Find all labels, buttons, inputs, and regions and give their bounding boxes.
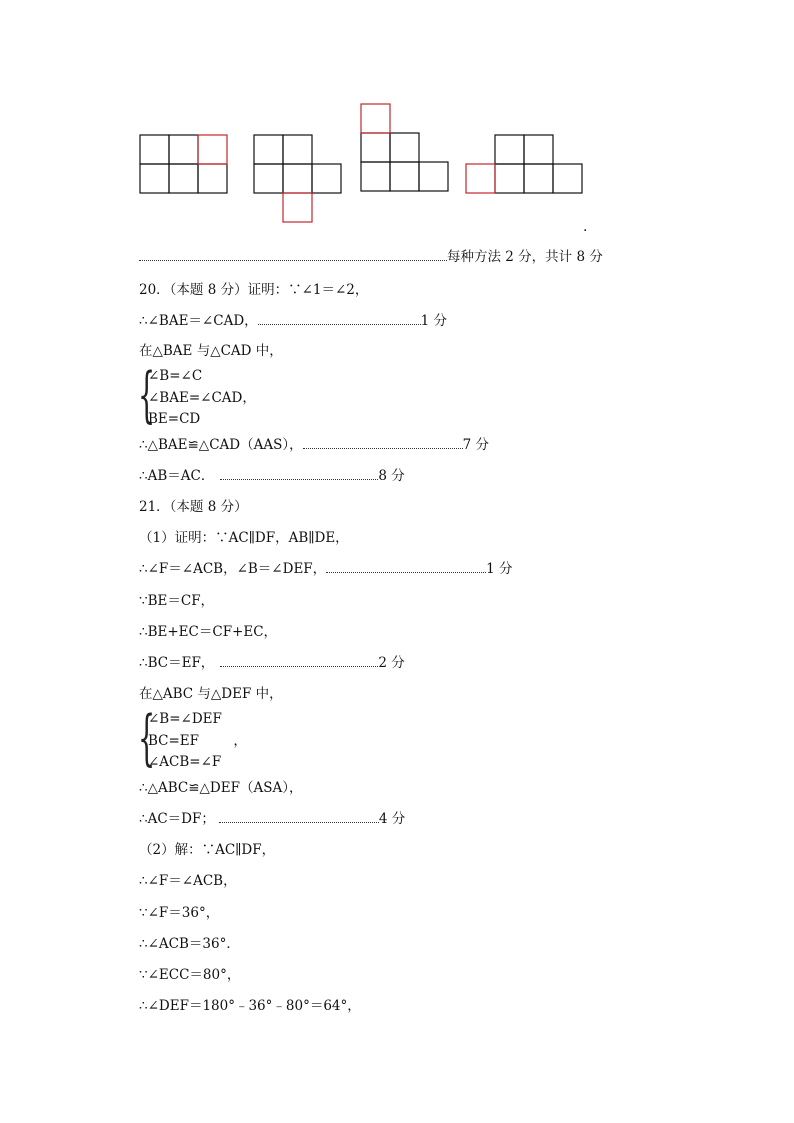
grid-square xyxy=(524,135,553,164)
q21-title: 21．（本题 8 分） xyxy=(139,499,248,515)
dot-leader xyxy=(220,654,378,667)
grid-square xyxy=(283,164,312,193)
system-row: BE=CD xyxy=(148,411,201,427)
score-text: 1 分 xyxy=(486,561,513,577)
grid-square xyxy=(495,135,524,164)
q21-line-6: 在△ABC 与△DEF 中， xyxy=(139,686,283,702)
system-row: ∠B=∠C xyxy=(148,368,203,384)
system-row: ∠BAE=∠CAD， xyxy=(148,389,256,406)
grid-square xyxy=(524,164,553,193)
q21-line-12: ∴∠ACB＝36°． xyxy=(139,936,240,952)
q21-line-10: ∴∠F＝∠ACB， xyxy=(139,873,237,889)
dot-leader xyxy=(139,248,447,261)
grid-square xyxy=(169,135,198,164)
score-text: 4 分 xyxy=(378,811,406,827)
grid-square xyxy=(140,164,169,193)
dot-leader xyxy=(326,560,486,573)
grid-square xyxy=(169,164,198,193)
q21-line-1: （1）证明：∵AC∥DF，AB∥DE， xyxy=(139,530,349,546)
grid-square xyxy=(312,164,341,193)
q21-line-2 xyxy=(139,560,513,578)
step-text: ∴AC＝DF； xyxy=(139,811,215,827)
score-text: 每种方法 2 分，共计 8 分 xyxy=(447,249,603,265)
dot-leader xyxy=(258,312,421,325)
q21-line-8 xyxy=(139,810,405,828)
grid-square xyxy=(361,133,390,162)
grid-square xyxy=(495,164,524,193)
system-brace-2: { xyxy=(138,703,156,773)
grid-square xyxy=(254,164,283,193)
q21-line-5 xyxy=(139,654,405,672)
q20-title: 20．（本题 8 分）证明：∵∠1＝∠2， xyxy=(139,282,369,298)
grid-square xyxy=(390,133,419,162)
highlighted-square xyxy=(283,193,312,222)
q21-line-3: ∵BE＝CF， xyxy=(139,593,215,609)
cube-net-figure-2 xyxy=(254,135,341,222)
q21-line-11: ∵∠F＝36°， xyxy=(139,905,220,921)
grid-square xyxy=(198,164,227,193)
q21-line-7: ∴△ABC≌△DEF（ASA）， xyxy=(139,780,303,796)
q21-line-4: ∴BE+EC＝CF+EC， xyxy=(139,624,278,640)
system-row: ∠ACB=∠F xyxy=(148,754,222,770)
q21-line-14: ∴∠DEF＝180°﹣36°﹣80°＝64°， xyxy=(139,998,361,1014)
step-text: ∴BC＝EF， xyxy=(139,655,215,671)
equation-system-2 xyxy=(148,709,247,774)
q21-line-9: （2）解：∵AC∥DF， xyxy=(139,842,276,858)
system-brace-1: { xyxy=(138,360,156,430)
q20-step-a xyxy=(139,312,447,330)
step-text: ∴AB＝AC． xyxy=(139,468,215,484)
grid-square xyxy=(254,135,283,164)
highlighted-square xyxy=(466,164,495,193)
step-text: ∴∠F＝∠ACB，∠B＝∠DEF， xyxy=(139,561,327,577)
score-text: 1 分 xyxy=(420,313,448,329)
highlighted-square xyxy=(198,135,227,164)
cube-net-figure-1 xyxy=(140,135,227,193)
grid-square xyxy=(283,135,312,164)
highlighted-square xyxy=(361,104,390,133)
grid-square xyxy=(361,162,390,191)
dot-leader xyxy=(303,436,463,449)
grid-square xyxy=(390,162,419,191)
system-row: BC=EF ， xyxy=(148,732,247,749)
q20-step-d xyxy=(139,467,405,485)
figure-trailing-period: . xyxy=(583,219,588,235)
q20-step-b: 在△BAE 与△CAD 中， xyxy=(139,343,283,359)
score-text: 8 分 xyxy=(378,468,405,484)
score-line-methods xyxy=(139,248,603,266)
dot-leader xyxy=(219,810,379,823)
score-text: 7 分 xyxy=(462,437,489,453)
step-text: ∴△BAE≌△CAD（AAS）， xyxy=(139,437,303,453)
system-row: ∠B=∠DEF xyxy=(148,711,222,727)
score-text: 2 分 xyxy=(378,655,405,671)
cube-net-figure-3 xyxy=(361,104,448,191)
step-text: ∴∠BAE＝∠CAD， xyxy=(139,313,258,329)
dot-leader xyxy=(220,467,378,480)
equation-system-1 xyxy=(148,366,256,431)
q21-line-13: ∵∠ECC＝80°， xyxy=(139,967,241,983)
grid-square xyxy=(140,135,169,164)
cube-net-figures xyxy=(0,0,794,240)
q20-step-c xyxy=(139,436,489,454)
grid-square xyxy=(553,164,582,193)
cube-net-figure-4 xyxy=(466,135,582,193)
grid-square xyxy=(419,162,448,191)
